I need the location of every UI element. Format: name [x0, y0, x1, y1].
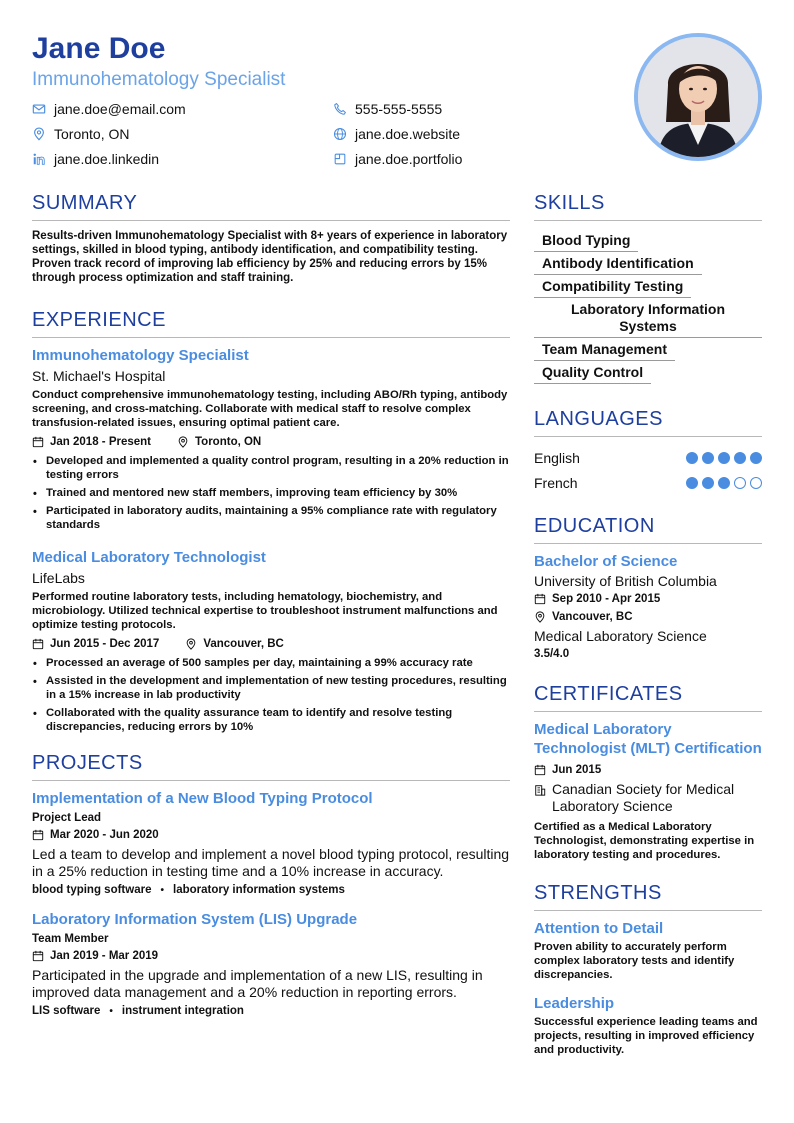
strength-title: Leadership [534, 995, 615, 1012]
profile-photo [634, 33, 762, 161]
job-dates: Jan 2018 - Present [50, 436, 152, 448]
language-level-dots [686, 452, 762, 464]
contact-website[interactable] [333, 125, 460, 143]
education-location: Vancouver, BC [552, 611, 633, 623]
summary-text: Results-driven Immunohematology Specialist with 8+ years of experience in laboratory settings, skilled in blood typing, antibody identification, and compatibility testing. Proven track record of improving lab efficiency by 25% and reducing errors by 15% through process optimization and staff training. [32, 230, 508, 284]
job-description: Conduct comprehensive immunohematology testing, including ABO/Rh typing, antibody screening, and cross-matching. Collaborate with medical staff to resolve complex transfusion-related issues, ensuring optimal patient care. [32, 389, 508, 429]
skill-item: Blood Typing [534, 229, 638, 252]
certificate-organization-row [534, 781, 762, 815]
project-description: Led a team to develop and implement a novel blood typing protocol, resulting in a 25% reduction in testing time and a 10% increase in accuracy. [32, 846, 510, 879]
calendar-icon [32, 436, 44, 448]
certificate-item [534, 720, 762, 862]
website-text: jane.doe.website [355, 126, 461, 142]
tag: blood typing software [32, 884, 152, 896]
education-dates: Sep 2010 - Apr 2015 [552, 593, 661, 605]
education-heading: EDUCATION [534, 513, 762, 544]
phone-text: 555-555-5555 [355, 101, 443, 117]
header [32, 30, 622, 167]
globe-icon [333, 127, 347, 141]
job-title: Immunohematology Specialist [32, 347, 249, 364]
school: University of British Columbia [534, 573, 717, 589]
project-item [32, 789, 510, 896]
language-name: English [534, 449, 580, 466]
left-column [32, 190, 510, 1031]
bullet-item: • Developed and implemented a quality control program, resulting in a 20% reduction in testing errors [32, 454, 510, 482]
level-dot-filled [750, 452, 762, 464]
education-item [534, 552, 762, 663]
right-column [534, 190, 762, 1069]
strength-description: Proven ability to accurately perform complex laboratory tests and identify discrepancies. [534, 941, 735, 981]
job-title: Medical Laboratory Technologist [32, 549, 266, 566]
project-title: Implementation of a New Blood Typing Protocol [32, 790, 373, 807]
map-pin-icon [185, 638, 197, 650]
language-row [534, 445, 762, 470]
strengths-heading: STRENGTHS [534, 880, 762, 911]
candidate-title: Immunohematology Specialist [32, 69, 286, 90]
job-bullets [32, 454, 510, 532]
field-of-study: Medical Laboratory Science [534, 628, 707, 644]
project-tags [32, 884, 510, 896]
map-pin-icon [534, 611, 546, 623]
summary-heading: SUMMARY [32, 190, 510, 221]
map-pin-icon [32, 127, 46, 141]
experience-item [32, 346, 510, 532]
projects-heading: PROJECTS [32, 750, 510, 781]
skills-list [534, 229, 762, 384]
tag-separator: • [160, 884, 164, 896]
job-description: Performed routine laboratory tests, including hematology, biochemistry, and microbiology. Utilized technical expertise to troubleshoot instrument malfunctions and optimize testing protocols. [32, 591, 498, 631]
experience-heading: EXPERIENCE [32, 307, 510, 338]
job-location-text: Vancouver, BC [203, 638, 284, 650]
experience-item [32, 548, 510, 734]
project-role: Project Lead [32, 812, 102, 824]
contact-linkedin[interactable] [32, 150, 159, 168]
skill-item: Quality Control [534, 361, 651, 384]
bullet-item: • Assisted in the development and implementation of new testing procedures, resulting in a 15% increase in lab productivity [32, 674, 510, 702]
certificate-date: Jun 2015 [552, 764, 602, 776]
job-meta [32, 434, 510, 450]
linkedin-icon [32, 152, 46, 166]
contact-portfolio[interactable] [333, 150, 462, 168]
job-dates: Jun 2015 - Dec 2017 [50, 638, 160, 650]
portrait-image [638, 37, 758, 157]
level-dot-empty [734, 477, 746, 489]
level-dot-filled [702, 477, 714, 489]
strength-description: Successful experience leading teams and projects, resulting in improved efficiency and productivity. [534, 1016, 758, 1056]
job-location [177, 436, 261, 448]
project-title: Laboratory Information System (LIS) Upgrade [32, 911, 358, 928]
tag: laboratory information systems [173, 884, 345, 896]
company-name: St. Michael's Hospital [32, 368, 166, 384]
portfolio-text: jane.doe.portfolio [355, 151, 463, 167]
skill-item: Compatibility Testing [534, 275, 691, 298]
project-dates: Mar 2020 - Jun 2020 [50, 829, 159, 841]
certificate-title: Medical Laboratory Technologist (MLT) Certification [534, 721, 762, 757]
calendar-icon [534, 593, 546, 605]
certificates-heading: CERTIFICATES [534, 681, 762, 712]
language-level-dots [686, 477, 762, 489]
calendar-icon [32, 950, 44, 962]
bullet-item: • Trained and mentored new staff members, improving team efficiency by 30% [32, 486, 510, 500]
level-dot-filled [686, 477, 698, 489]
languages-list [534, 445, 762, 495]
level-dot-empty [750, 477, 762, 489]
language-row [534, 470, 762, 495]
strengths-list [534, 919, 762, 1057]
project-role: Team Member [32, 933, 109, 945]
level-dot-filled [734, 452, 746, 464]
language-name: French [534, 474, 578, 491]
job-bullets [32, 656, 510, 734]
linkedin-text: jane.doe.linkedin [54, 151, 160, 167]
building-icon [534, 784, 546, 796]
strength-title: Attention to Detail [534, 920, 664, 937]
certificate-description: Certified as a Medical Laboratory Technologist, demonstrating expertise in laboratory testing and procedures. [534, 821, 755, 861]
contact-location [32, 125, 129, 143]
certificate-organization: Canadian Society for Medical Laboratory Science [552, 781, 735, 814]
candidate-name: Jane Doe [32, 32, 166, 65]
job-location [185, 638, 284, 650]
tag: instrument integration [121, 1005, 244, 1017]
project-item [32, 910, 510, 1017]
skills-heading: SKILLS [534, 190, 762, 221]
job-meta [32, 636, 510, 652]
project-dates: Jan 2019 - Mar 2019 [50, 950, 159, 962]
job-location-text: Toronto, ON [195, 436, 262, 448]
project-tags [32, 1005, 510, 1017]
portfolio-icon [333, 152, 347, 166]
skill-item: Team Management [534, 338, 675, 361]
project-meta [32, 827, 510, 843]
degree: Bachelor of Science [534, 553, 678, 570]
skill-item: Laboratory Information Systems [534, 298, 762, 338]
skill-item: Antibody Identification [534, 252, 702, 275]
gpa: 3.5/4.0 [534, 648, 570, 660]
contact-email[interactable] [32, 100, 186, 118]
bullet-item: • Participated in laboratory audits, maintaining a 95% compliance rate with regulatory standards [32, 504, 510, 532]
calendar-icon [32, 829, 44, 841]
phone-icon [333, 102, 347, 116]
project-description: Participated in the upgrade and implementation of a new LIS, resulting in improved data management and a 20% reduction in reporting errors. [32, 967, 483, 1000]
bullet-item: • Collaborated with the quality assurance team to identify and resolve testing discrepancies, reducing errors by 10% [32, 706, 510, 734]
bullet-item: • Processed an average of 500 samples per day, maintaining a 99% accuracy rate [32, 656, 510, 670]
email-text: jane.doe@email.com [54, 101, 186, 117]
location-text: Toronto, ON [54, 126, 130, 142]
level-dot-filled [718, 452, 730, 464]
level-dot-filled [686, 452, 698, 464]
map-pin-icon [177, 436, 189, 448]
email-icon [32, 102, 46, 116]
education-location-row [534, 608, 762, 626]
languages-heading: LANGUAGES [534, 406, 762, 437]
education-dates-row [534, 590, 762, 608]
certificate-date-row [534, 761, 762, 779]
tag-separator: • [109, 1005, 113, 1017]
calendar-icon [534, 764, 546, 776]
level-dot-filled [702, 452, 714, 464]
tag: LIS software [32, 1005, 101, 1017]
level-dot-filled [718, 477, 730, 489]
calendar-icon [32, 638, 44, 650]
company-name: LifeLabs [32, 570, 85, 586]
project-meta [32, 948, 510, 964]
contact-phone[interactable] [333, 100, 442, 118]
